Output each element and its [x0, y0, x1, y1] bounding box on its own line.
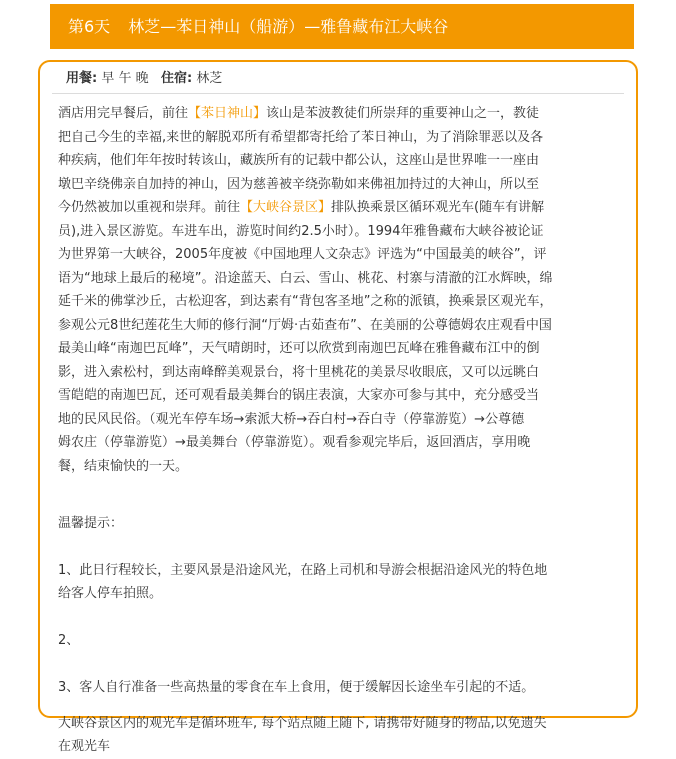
spacer	[58, 606, 630, 630]
spacer	[58, 478, 630, 502]
benri-mountain-link: 【苯日神山】	[188, 106, 267, 121]
itinerary-description	[58, 102, 630, 478]
itinerary-content	[58, 102, 630, 759]
text-line: 地的民风民俗。（观光车停车场→索派大桥→吞白村→吞白寺（停靠游览）→公尊德	[58, 411, 525, 427]
tips-heading: 温馨提示：	[58, 515, 124, 531]
text-line: 雪皑皑的南迦巴瓦，还可观看最美舞台的锅庄表演，大家亦可参与其中，充分感受当	[58, 388, 540, 403]
tip-2: 2、	[58, 633, 80, 648]
text-line: 延千米的佛掌沙丘，古松迎客，到达素有“背包客圣地”之称的派镇，换乘景区观光车，	[58, 294, 553, 309]
text-line: 姆农庄（停靠游览）→最美舞台（停靠游览）。观看参观完毕后，返回酒店，享用晚	[58, 435, 531, 450]
text-line: 种疾病，他们年年按时转该山，藏族所有的记载中都公认，这座山是世界唯一一座由	[58, 153, 540, 168]
spacer	[58, 653, 630, 677]
text-line: 今仍然被加以重视和崇拜。前往	[58, 200, 241, 215]
text-line: 餐，结束愉快的一天。	[58, 458, 189, 474]
text-line: 员),进入景区游览。车进车出，游览时间约2.5小时）。1994年雅鲁藏布大峡谷被论证	[58, 223, 544, 239]
lodging-value: 林芝	[196, 71, 223, 86]
text-line: 最美山峰“南迦巴瓦峰”，天气晴朗时，还可以欣赏到南迦巴瓦峰在雅鲁藏布江中的倒	[58, 341, 540, 356]
text-line: 为世界第一大峡谷，2005年度被《中国地理人文杂志》评选为“中国最美的峡谷”，评	[58, 247, 547, 262]
meals-value: 早 午 晚	[101, 71, 149, 86]
day-label: 第6天	[68, 17, 111, 36]
spacer	[58, 535, 630, 559]
text-line: 1、此日行程较长，主要风景是沿途风光，在路上司机和导游会根据沿途风光的特色地	[58, 562, 548, 578]
text-line: 语为“地球上最后的秘境”。沿途蓝天、白云、雪山、桃花、村寨与清澈的江水辉映，绵	[58, 270, 553, 286]
text-line: 在观光车	[58, 739, 111, 754]
lodging-label: 住宿:	[161, 71, 193, 86]
text-line: 影，进入索松村，到达南峰醉美观景台，将十里桃花的美景尽收眼底，又可以远眺白	[58, 364, 540, 380]
text-line: 该山是苯波教徒们所崇拜的重要神山之一，教徒	[266, 106, 540, 121]
tip-1	[58, 559, 630, 606]
tip-3: 3、客人自行准备一些高热量的零食在车上食用，便于缓解因长途坐车引起的不适。	[58, 680, 535, 695]
text-line: 把自己今生的幸福,来世的解脱邓所有希望都寄托给了苯日神山，为了消除罪恶以及各	[58, 129, 544, 145]
text-line: 排队换乘景区循环观光车(随车有讲解	[331, 200, 545, 215]
text-line: 给客人停车拍照。	[58, 586, 163, 601]
canyon-scenic-area-link: 【大峡谷景区】	[240, 200, 332, 215]
text-line: 酒店用完早餐后，前往	[58, 106, 189, 121]
tip-shuttle-note	[58, 712, 630, 759]
divider	[52, 93, 624, 94]
route-title: 林芝—苯日神山（船游）—雅鲁藏布江大峡谷	[128, 17, 449, 36]
itinerary-card	[38, 60, 638, 754]
day-title-bar	[50, 4, 634, 49]
text-line: 墩巴辛绕佛亲自加持的神山，因为慈善被辛绕弥勒如来佛祖加持过的大神山，所以至	[58, 176, 540, 192]
meals-label: 用餐:	[66, 71, 98, 86]
text-line: 大峡谷景区内的观光车是循环班车, 每个站点随上随下, 请携带好随身的物品,以免遗失	[58, 715, 547, 731]
text-line: 参观公元8世纪莲花生大师的修行洞“厅姆·古茹查布”、在美丽的公尊德姆农庄观看中国	[58, 317, 552, 333]
meals-lodging-row	[66, 70, 222, 88]
